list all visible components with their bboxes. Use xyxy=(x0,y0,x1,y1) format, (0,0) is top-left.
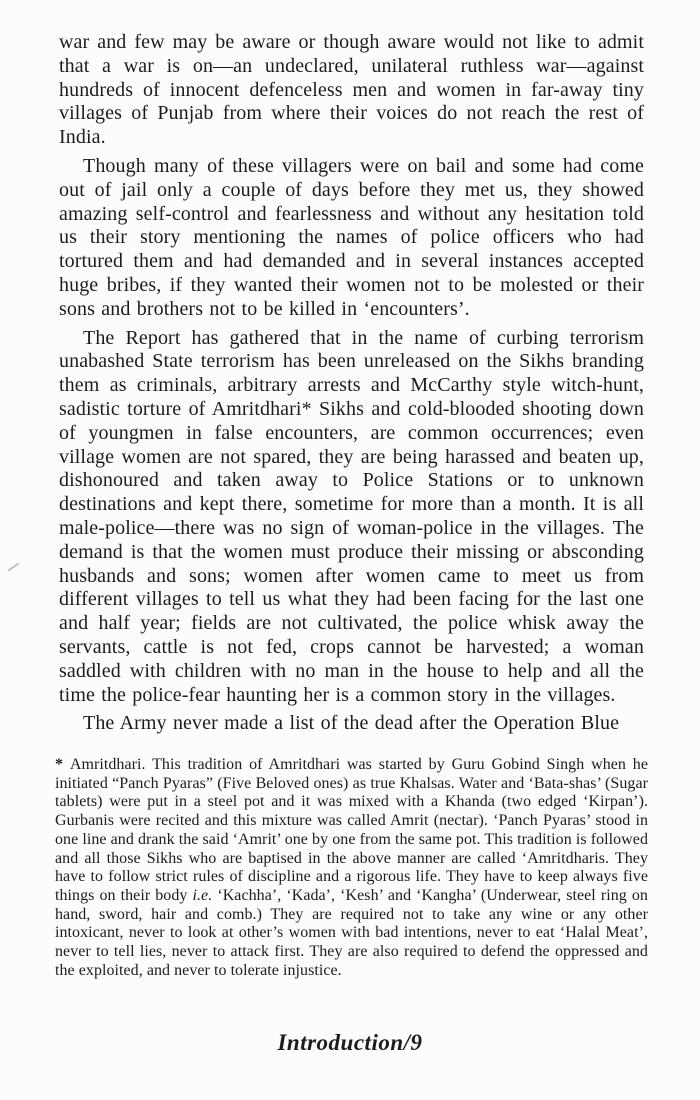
paragraph: The Army never made a list of the dead after the Operation Blue xyxy=(83,712,620,735)
footnote-marker: * xyxy=(55,756,70,773)
paragraph: Though many of these villagers were on bail and some had come out of jail only a couple of days before they met us, they showed amazing self-control and fearlessness and without any hesitation told us their story mentioning the names of police officers who had tortured them and had demanded and in several instances accepted huge bribes, if they wanted their women not to be molested or their sons and brothers not to be killed in ‘encounters’. xyxy=(59,154,644,320)
paragraph: war and few may be aware or though aware would not like to admit that a war is on—an undeclared, unilateral ruthless war—against hundreds of innocent defenceless men and women in far-away tiny villages of Punjab from where their voices do not reach the rest of India. xyxy=(59,31,644,149)
page-footer xyxy=(0,1030,700,1056)
footnote xyxy=(55,756,648,980)
footnote-text: ‘Kachha’, ‘Kada’, ‘Kesh’ and ‘Kangha’ (Underwear, steel ring on hand, sword, hair and comb.) They are required not to take any wine or any other intoxicant, never to look at other’s women with bad intentions, never to eat ‘Halal Meat’, never to tell lies, never to attack first. They are also required to defend the oppressed and the exploited, and never to tolerate injustice. xyxy=(55,886,648,979)
page-number: Introduction/9 xyxy=(277,1030,423,1055)
footnote-text: Amritdhari. This tradition of Amritdhari was started by Guru Gobind Singh when he initiated “Panch Pyaras” (Five Beloved ones) as true Khalsas. Water and ‘Bata-shas’ (Sugar tablets) were put in a steel pot and it was mixed with a Khanda (two edged ‘Kirpan’). Gurbanis were recited and this mixture was called Amrit (nectar). ‘Panch Pyaras’ stood in one line and drank the said ‘Amrit’ one by one from the same pot. This tradition is followed and all those Sikhs who are baptised in the above manner are called ‘Amritdharis. They have to follow strict rules of discipline and a rigorous life. They have to keep always five things on their body xyxy=(55,756,648,904)
paragraph: The Report has gathered that in the name of curbing terrorism unabashed State terrorism has been unreleased on the Sikhs branding them as criminals, arbitrary arrests and McCarthy style witch-hunt, sadistic torture of Amritdhari* Sikhs and cold-blooded shooting down of youngmen in false encounters, are common occurrences; even village women are not spared, they are being harassed and beaten up, dishonoured and taken away to Police Stations or to unknown destinations and kept there, sometime for more than a month. It is all male-police—there was no sign of woman-police in the villages. The demand is that the women must produce their missing or absconding husbands and sons; women after women came to meet us from different villages to tell us what they had been facing for the last one and half year; fields are not cultivated, the police whisk away the servants, cattle is not fed, crops cannot be harvested; a woman saddled with children with no man in the house to help and all the time the police-fear haunting her is a common story in the villages. xyxy=(59,326,644,706)
body-text xyxy=(59,31,644,741)
scan-artifact xyxy=(8,562,20,571)
footnote-text-ie: i.e. xyxy=(192,886,213,904)
